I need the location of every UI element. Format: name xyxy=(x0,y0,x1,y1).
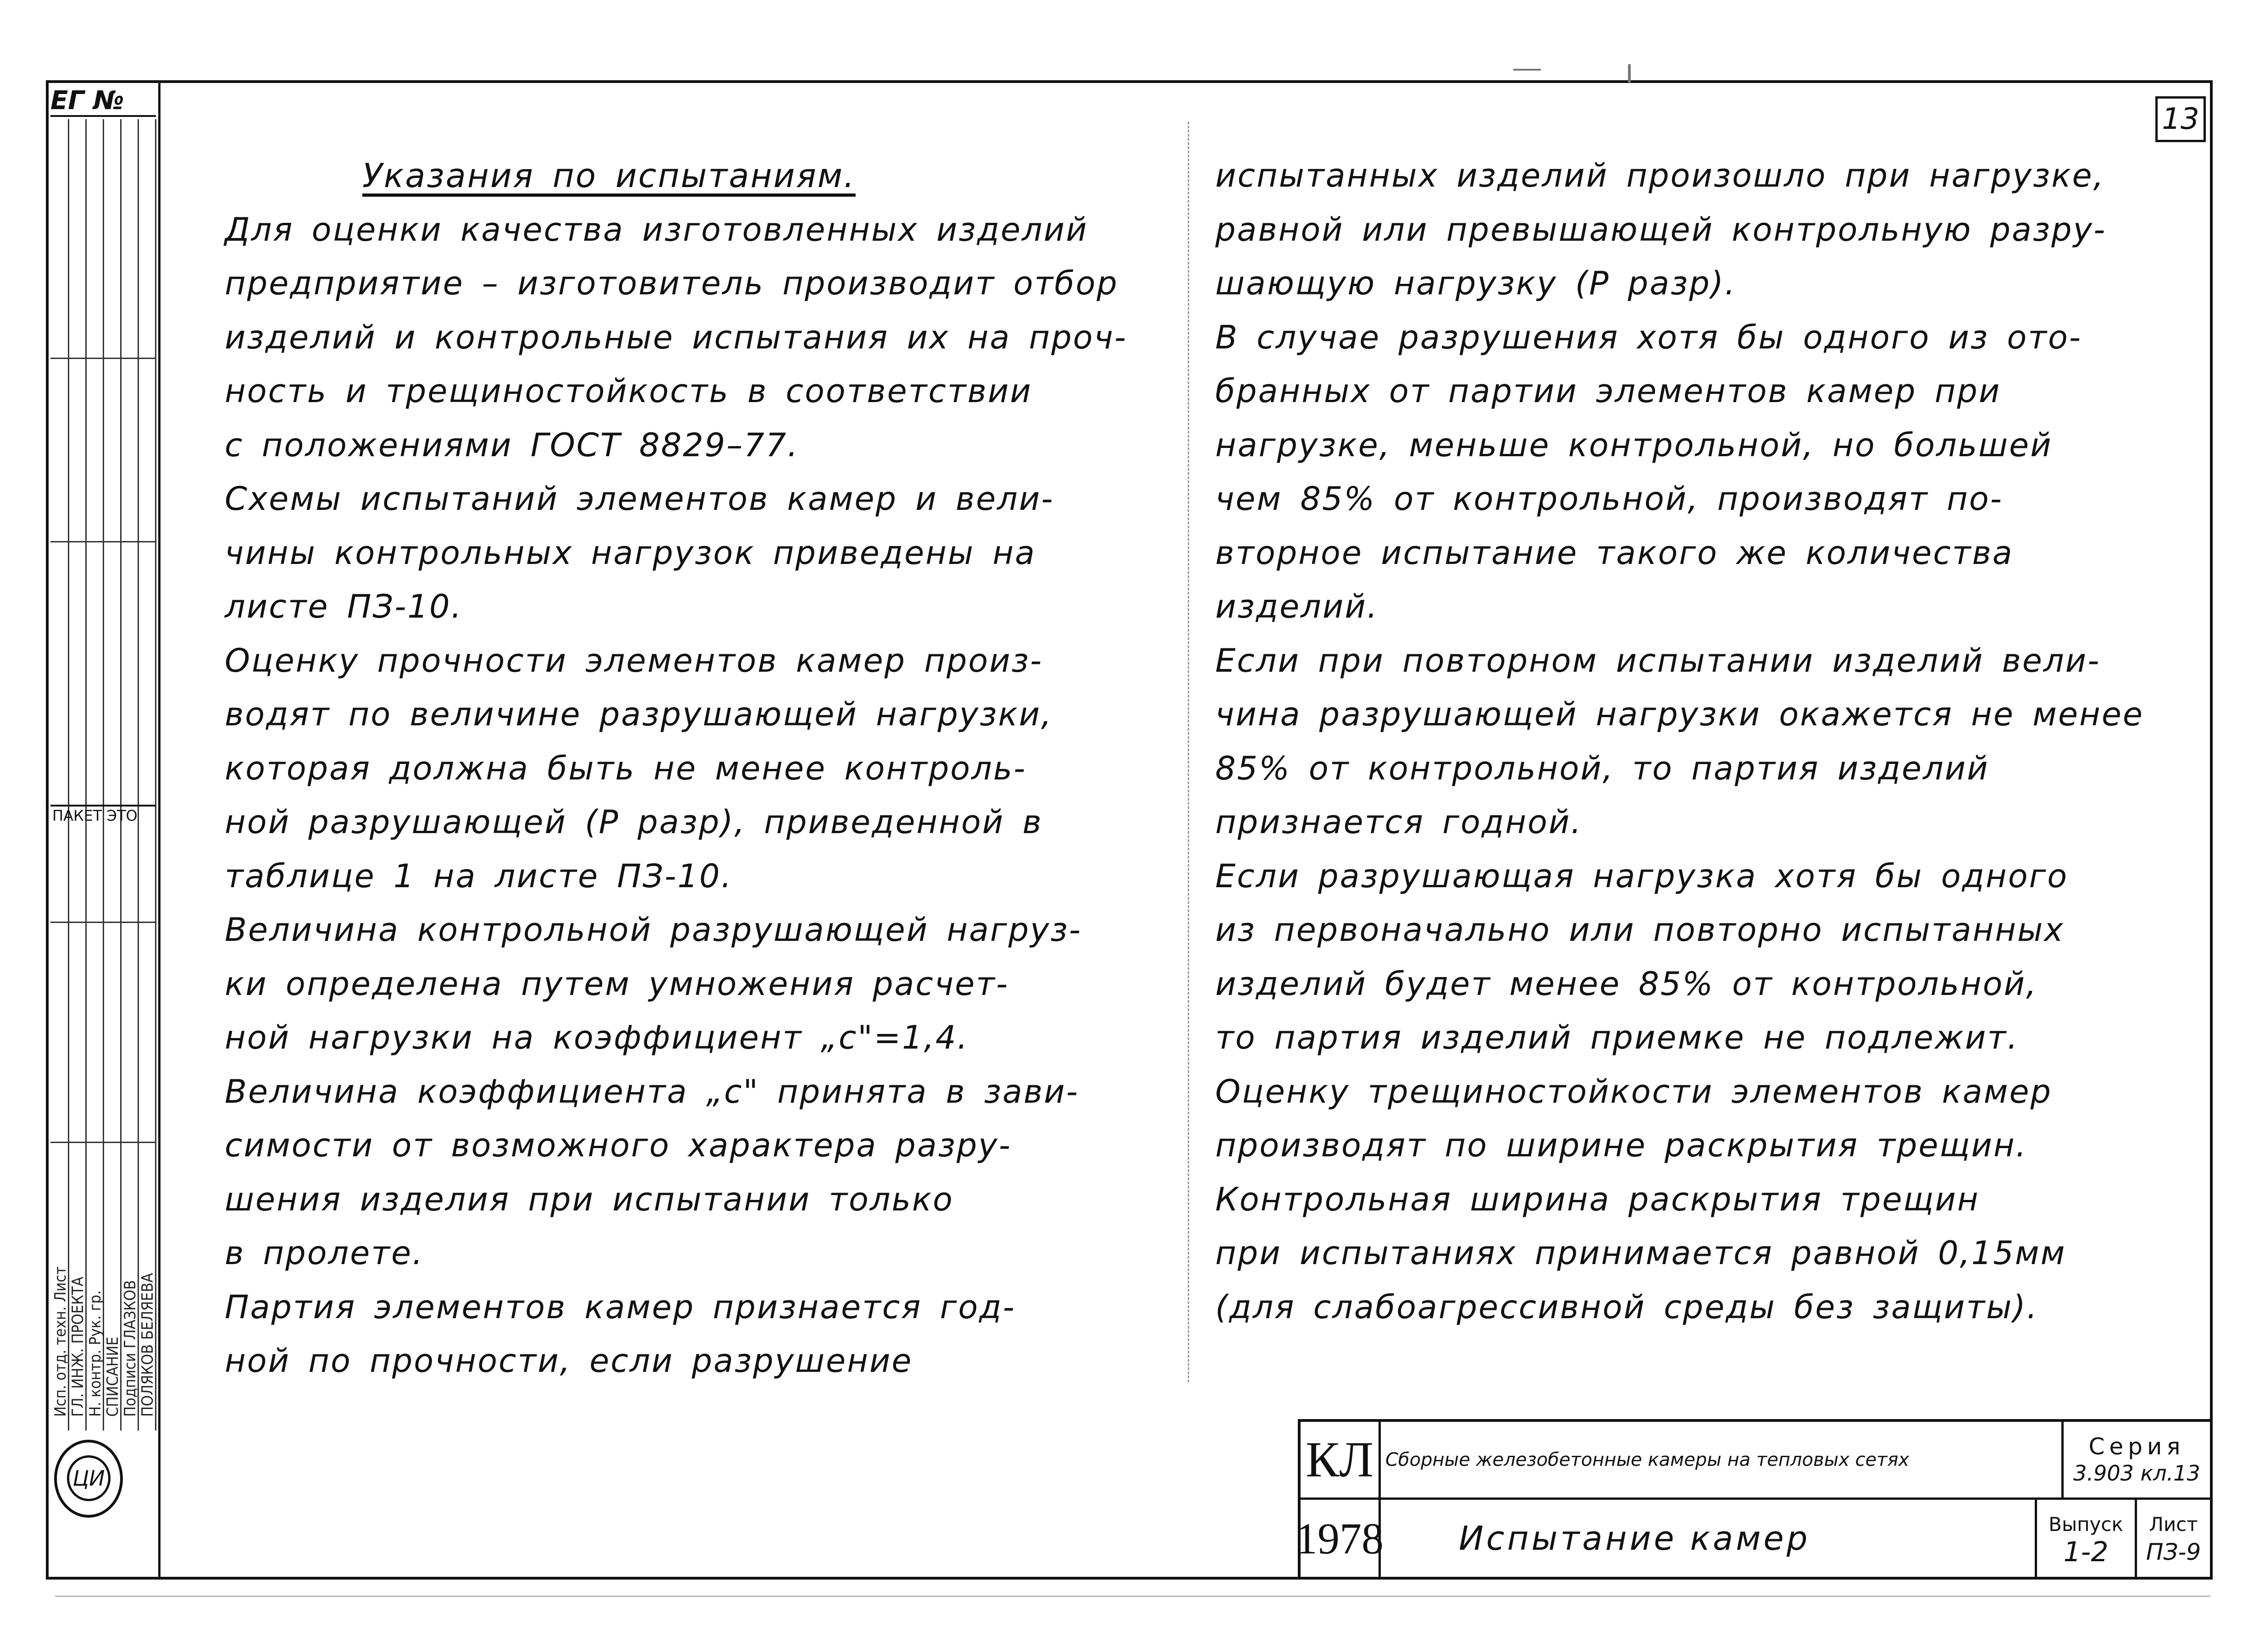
series-value: 3.903 кл.13 xyxy=(2073,1460,2200,1486)
text-line: признается годной. xyxy=(1215,803,1583,841)
text-line: с положениями ГОСТ 8829–77. xyxy=(225,426,799,464)
text-line: таблице 1 на листе ПЗ-10. xyxy=(225,857,733,895)
text-line: изделий. xyxy=(1215,588,1379,625)
strip-columns xyxy=(50,119,156,1431)
strip-column xyxy=(85,119,104,1431)
scan-edge-line xyxy=(55,1596,2210,1597)
text-line: изделий и контрольные испытания их на проч- xyxy=(225,318,1128,356)
strip-column xyxy=(50,119,69,1431)
section-title: Указания по испытаниям. xyxy=(362,156,856,195)
text-line: Величина коэффициента „с" принята в зави- xyxy=(225,1072,1080,1111)
issue-label: Выпуск xyxy=(2049,1513,2123,1536)
text-line: Для оценки качества изготовленных изделий xyxy=(225,210,1088,249)
title-block-project: Сборные железобетонные камеры на тепловых сетях xyxy=(1381,1422,2061,1500)
scan-speck xyxy=(1513,69,1541,71)
strip-column xyxy=(103,119,122,1431)
right-text-column xyxy=(1215,149,2201,1334)
series-label: Серия xyxy=(2088,1433,2185,1460)
text-line: Если разрушающая нагрузка хотя бы одного xyxy=(1215,857,2069,895)
text-line: равной или превышающей контрольную разру- xyxy=(1215,210,2107,249)
text-line: Если при повторном испытании изделий вели- xyxy=(1215,641,2101,680)
strip-column xyxy=(68,119,87,1431)
sheet-label: Лист xyxy=(2149,1513,2198,1536)
title-block-series xyxy=(2061,1422,2210,1500)
strip-header: ПАКЕТ ЭТО xyxy=(52,807,138,824)
strip-column xyxy=(138,119,156,1431)
strip-label: Исп. отд. техн. Лист xyxy=(51,1266,70,1417)
text-line: вторное испытание такого же количества xyxy=(1215,534,2014,572)
text-line: ной разрушающей (Р разр), приведенной в xyxy=(225,803,1043,841)
strip-divider xyxy=(50,541,156,542)
text-line: нагрузке, меньше контрольной, но большей xyxy=(1215,426,2053,464)
text-line: водят по величине разрушающей нагрузки, xyxy=(225,696,1053,733)
text-line: Контрольная ширина раскрытия трещин xyxy=(1215,1180,1980,1218)
text-line: Оценку трещиностойкости элементов камер xyxy=(1215,1072,2052,1111)
text-line: испытанных изделий произошло при нагрузке, xyxy=(1215,157,2105,194)
text-line: симости от возможного характера разру- xyxy=(225,1127,1012,1164)
text-line: Схемы испытаний элементов камер и вели- xyxy=(225,480,1054,518)
text-line: которая должна быть не менее контроль- xyxy=(225,749,1027,787)
corner-code: ЕГ № xyxy=(50,85,156,117)
text-line: ки определена путем умножения расчет- xyxy=(225,965,1009,1003)
text-line: в пролете. xyxy=(225,1234,424,1272)
issue-value: 1-2 xyxy=(2063,1536,2109,1568)
strip-label: Н. контр. Рук. гр. xyxy=(86,1290,105,1417)
text-line: Величина контрольной разрушающей нагруз- xyxy=(225,911,1082,949)
text-line: листе ПЗ-10. xyxy=(225,588,463,625)
title-block-sheet-number xyxy=(2135,1500,2210,1577)
text-line: Партия элементов камер признается год- xyxy=(225,1288,1016,1326)
strip-label: ПОЛЯКОВ БЕЛЯЕВА xyxy=(138,1273,157,1417)
text-line: шающую нагрузку (Р разр). xyxy=(1215,265,1737,302)
text-line: чина разрушающей нагрузки окажется не менее xyxy=(1215,696,2144,733)
strip-divider xyxy=(50,1142,156,1143)
stamp-seal xyxy=(54,1440,123,1518)
text-line: чины контрольных нагрузок приведены на xyxy=(225,534,1036,572)
strip-column xyxy=(120,119,139,1431)
strip-label: ГЛ. ИНЖ. ПРОЕКТА xyxy=(69,1276,87,1417)
text-line: шения изделия при испытании только xyxy=(225,1180,954,1218)
text-line: ной по прочности, если разрушение xyxy=(225,1342,913,1380)
stamp-seal-inner: ЦИ xyxy=(67,1455,111,1501)
sheet-value: ПЗ-9 xyxy=(2146,1539,2201,1565)
strip-divider xyxy=(50,358,156,359)
text-line: производят по ширине раскрытия трещин. xyxy=(1215,1127,2027,1164)
title-block-sheet-title: Испытание камер xyxy=(1459,1519,1811,1558)
text-line: изделий будет менее 85% от контрольной, xyxy=(1215,965,2038,1003)
text-line: из первоначально или повторно испытанных xyxy=(1215,911,2065,949)
column-divider xyxy=(1188,122,1189,1382)
scan-speck xyxy=(1628,64,1631,83)
page-number: 13 xyxy=(2155,96,2206,142)
text-line: (для слабоагрессивной среды без защиты). xyxy=(1215,1288,2038,1326)
text-line: Оценку прочности элементов камер произ- xyxy=(225,641,1043,680)
strip-label: Подписи ГЛАЗКОВ xyxy=(121,1280,139,1417)
title-block-year: 1978 xyxy=(1301,1500,1381,1577)
text-line: предприятие – изготовитель производит отбор xyxy=(225,265,1118,302)
strip-divider xyxy=(50,805,156,807)
text-line: при испытаниях принимается равной 0,15мм xyxy=(1215,1234,2066,1272)
text-line: то партия изделий приемке не подлежит. xyxy=(1215,1019,2019,1056)
text-line: чем 85% от контрольной, производят по- xyxy=(1215,480,2003,518)
strip-divider xyxy=(50,922,156,923)
text-line: 85% от контрольной, то партия изделий xyxy=(1215,749,1989,787)
title-block-code: КЛ xyxy=(1301,1422,1381,1500)
strip-label: СПИСАНИЕ xyxy=(104,1337,122,1417)
left-text-column xyxy=(225,149,1169,1388)
text-line: бранных от партии элементов камер при xyxy=(1215,372,2001,410)
text-line: ность и трещиностойкость в соответствии xyxy=(225,372,1032,410)
title-block-issue xyxy=(2035,1500,2135,1577)
text-line: В случае разрушения хотя бы одного из ото- xyxy=(1215,318,2082,356)
text-line: ной нагрузки на коэффициент „с"=1,4. xyxy=(225,1019,969,1056)
